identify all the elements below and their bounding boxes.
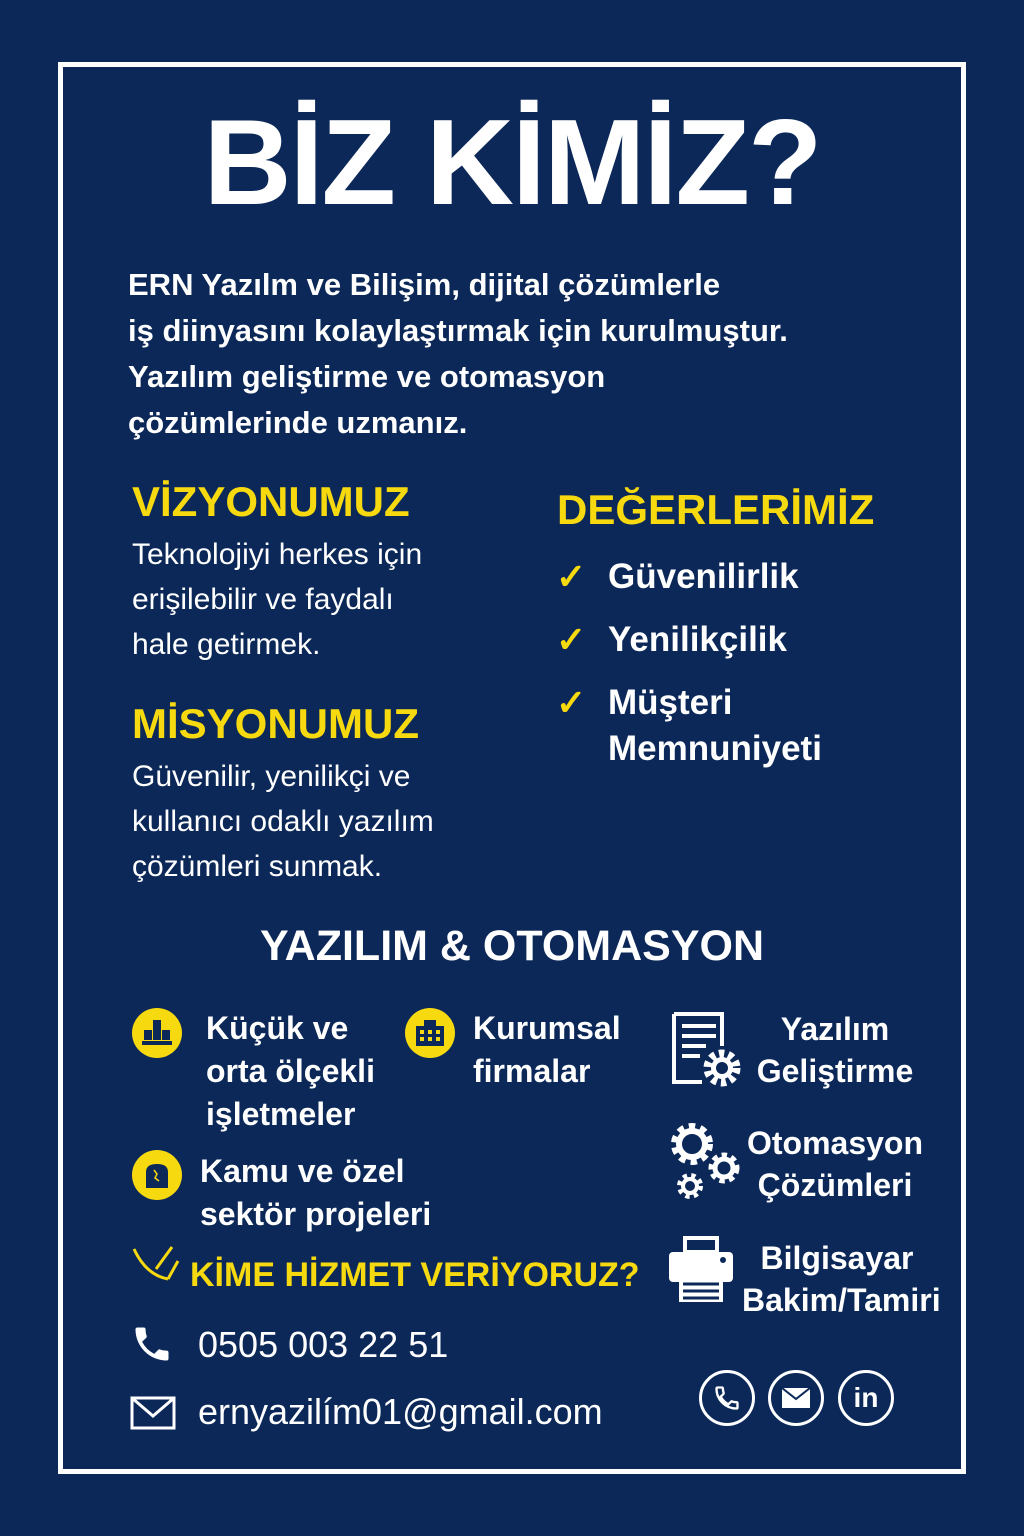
- target-small-business: [206, 1007, 375, 1136]
- values-heading: DEĞERLERİMİZ: [557, 486, 875, 533]
- intro-line: iş diinyasını kolaylaştırmak için kurulmuştur.: [128, 313, 788, 348]
- printer-icon: [667, 1236, 735, 1309]
- intro-line: Yazılım geliştirme ve otomasyon: [128, 359, 606, 394]
- value-label: Güvenilirlik: [608, 557, 799, 596]
- target-line: Kurumsal: [473, 1010, 621, 1046]
- mission-line: kullanıcı odaklı yazılım: [132, 805, 434, 838]
- value-label: Memnuniyeti: [608, 729, 822, 768]
- service-line: Bakim/Tamiri: [742, 1282, 941, 1318]
- mission-line: çözümleri sunmak.: [132, 850, 383, 883]
- value-label: Müşteri: [608, 683, 733, 722]
- phone-icon: [713, 1384, 741, 1412]
- intro-line: çözümlerinde uzmanız.: [128, 405, 468, 440]
- vision-text: [132, 532, 422, 667]
- handshake-icon: [132, 1245, 180, 1294]
- service-software-development: [745, 1008, 925, 1092]
- check-icon: ✓: [556, 556, 587, 597]
- service-automation: [745, 1122, 925, 1206]
- vision-line: erişilebilir ve faydalı: [132, 583, 394, 616]
- target-line: işletmeler: [206, 1096, 356, 1132]
- service-computer-repair: [742, 1237, 941, 1321]
- intro-line: ERN Yazılm ve Bilişim, dijital çözümlerle: [128, 267, 721, 302]
- target-line: Kamu ve özel: [200, 1153, 405, 1189]
- service-line: Çözümleri: [757, 1167, 913, 1203]
- public-sector-icon: [132, 1150, 182, 1200]
- value-label: Yenilikçilik: [608, 620, 787, 659]
- building-icon: [405, 1008, 455, 1058]
- intro-text: [128, 262, 788, 446]
- mission-text: [132, 754, 434, 889]
- target-corporate: [473, 1007, 621, 1093]
- check-icon: ✓: [556, 682, 587, 723]
- service-line: Otomasyon: [746, 1125, 924, 1161]
- target-line: orta ölçekli: [206, 1053, 375, 1089]
- mission-line: Güvenilir, yenilikçi ve: [132, 760, 411, 793]
- email-icon: [130, 1396, 176, 1435]
- vision-section: [132, 478, 422, 667]
- vision-line: hale getirmek.: [132, 628, 321, 661]
- service-line: Bilgisayar: [760, 1240, 914, 1276]
- value-item: [556, 554, 799, 600]
- social-linkedin-button[interactable]: [838, 1370, 894, 1426]
- mission-heading: MİSYONUMUZ: [132, 700, 419, 747]
- phone-number[interactable]: 0505 003 22 51: [198, 1324, 449, 1365]
- mission-section: [132, 700, 434, 889]
- small-business-icon: [132, 1008, 182, 1058]
- section-title: YAZILIM & OTOMASYON: [259, 922, 765, 970]
- page-title: BİZ KİMİZ?: [203, 94, 821, 230]
- social-mail-button[interactable]: [768, 1370, 824, 1426]
- target-public-private: [200, 1150, 431, 1236]
- linkedin-icon: in: [853, 1382, 879, 1413]
- social-phone-button[interactable]: [699, 1370, 755, 1426]
- mail-icon: [782, 1388, 810, 1408]
- vision-heading: VİZYONUMUZ: [132, 478, 410, 525]
- who-we-serve-heading: KİME HİZMET VERİYORUZ?: [190, 1256, 640, 1294]
- target-line: Küçük ve: [206, 1010, 349, 1046]
- service-line: Yazılım: [780, 1011, 890, 1047]
- vision-line: Teknolojiyi herkes için: [132, 538, 423, 571]
- service-line: Geliştirme: [756, 1053, 914, 1089]
- document-gear-icon: [670, 1010, 746, 1093]
- value-item: [556, 680, 822, 772]
- value-item: [556, 617, 787, 663]
- target-line: firmalar: [473, 1053, 591, 1089]
- email-address[interactable]: ernyazilím01@gmail.com: [198, 1391, 603, 1432]
- check-icon: ✓: [556, 619, 587, 660]
- gears-icon: [668, 1118, 744, 1209]
- phone-icon: [130, 1322, 174, 1371]
- target-line: sektör projeleri: [200, 1196, 432, 1232]
